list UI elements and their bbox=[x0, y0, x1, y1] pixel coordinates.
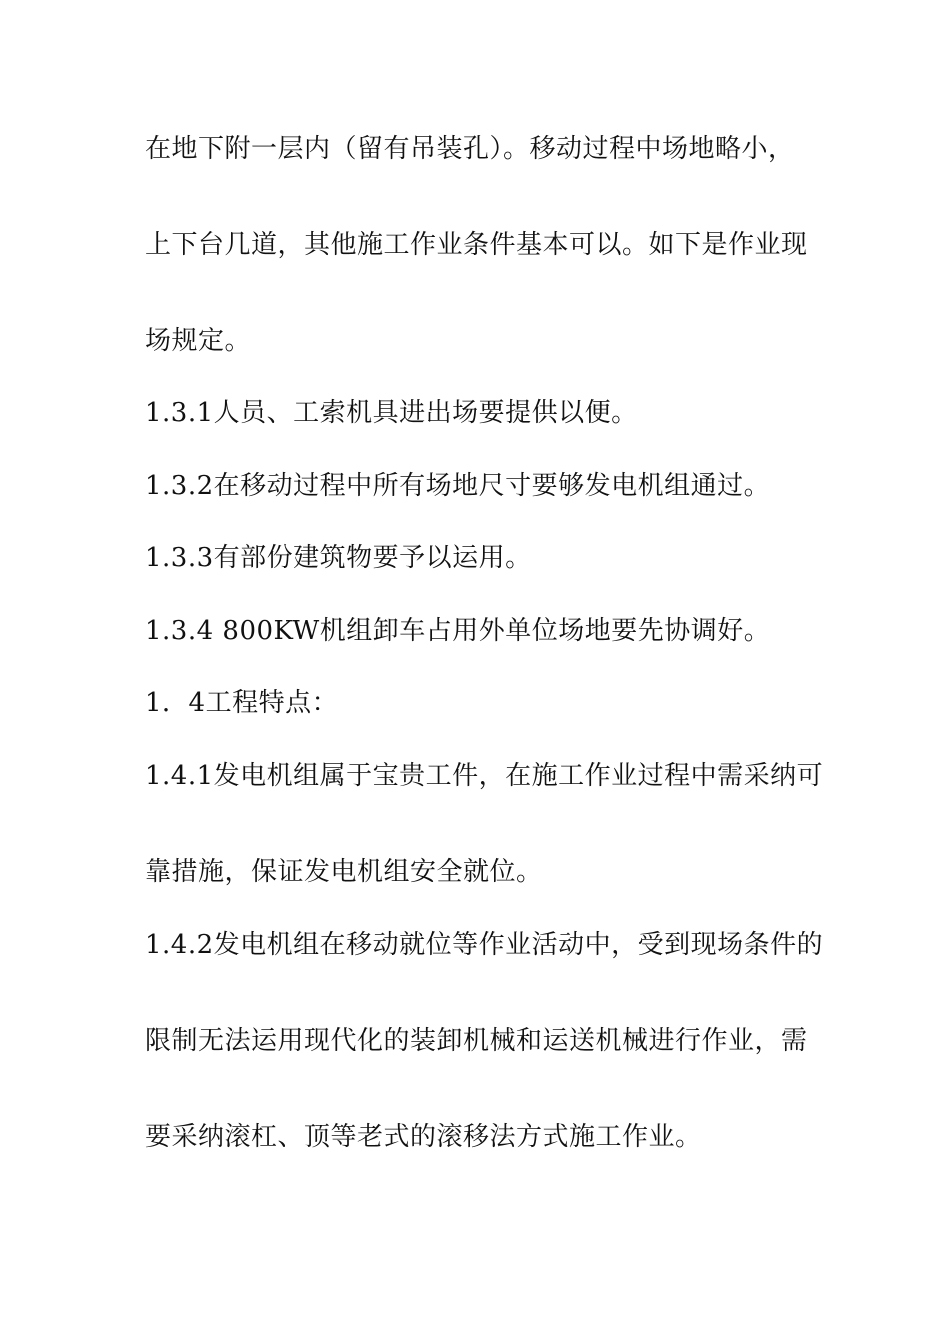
paragraph-line: 要采纳滚杠、顶等老式的滚移法方式施工作业。 bbox=[145, 1122, 702, 1152]
paragraph-line: 限制无法运用现代化的装卸机械和运送机械进行作业，需 bbox=[145, 1026, 808, 1056]
section-heading-1-4: 1．4工程特点： bbox=[145, 688, 339, 718]
section-item-1-3-1: 1.3.1人员、工索机具进出场要提供以便。 bbox=[145, 398, 638, 428]
section-item-1-3-2: 1.3.2在移动过程中所有场地尺寸要够发电机组通过。 bbox=[145, 471, 771, 501]
section-item-1-4-1: 1.4.1发电机组属于宝贵工件，在施工作业过程中需采纳可 bbox=[145, 761, 824, 791]
paragraph-line: 在地下附一层内（留有吊装孔）。移动过程中场地略小， bbox=[145, 134, 795, 164]
section-item-1-4-2: 1.4.2发电机组在移动就位等作业活动中，受到现场条件的 bbox=[145, 930, 824, 960]
paragraph-line: 靠措施，保证发电机组安全就位。 bbox=[145, 857, 543, 887]
section-item-1-3-4: 1.3.4 800KW机组卸车占用外单位场地要先协调好。 bbox=[145, 616, 771, 646]
paragraph-line: 场规定。 bbox=[145, 326, 252, 356]
section-item-1-3-3: 1.3.3有部份建筑物要予以运用。 bbox=[145, 543, 532, 573]
paragraph-line: 上下台几道，其他施工作业条件基本可以。如下是作业现 bbox=[145, 230, 808, 260]
